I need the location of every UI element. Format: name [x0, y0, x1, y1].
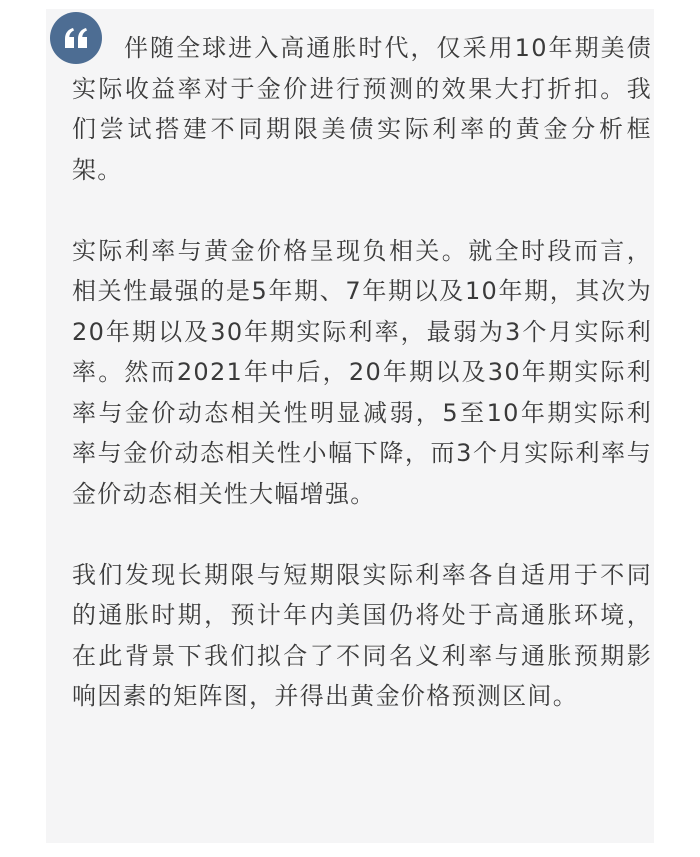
article-body — [72, 28, 652, 717]
paragraph-1: 伴随全球进入高通胀时代，仅采用10年期美债实际收益率对于金价进行预测的效果大打折扣。我们尝试搭建不同期限美债实际利率的黄金分析框架。 — [72, 34, 652, 184]
paragraph-2: 实际利率与黄金价格呈现负相关。就全时段而言，相关性最强的是5年期、7年期以及10年期，其次为20年期以及30年期实际利率，最弱为3个月实际利率。然而2021年中后，20年期以及30年期实际利率与金价动态相关性明显减弱，5至10年期实际利率与金价动态相关性小幅下降，而3个月实际利率与金价动态相关性大幅增强。 — [72, 236, 652, 508]
paragraph-3: 我们发现长期限与短期限实际利率各自适用于不同的通胀时期，预计年内美国仍将处于高通胀环境，在此背景下我们拟合了不同名义利率与通胀预期影响因素的矩阵图，并得出黄金价格预测区间。 — [72, 560, 652, 710]
